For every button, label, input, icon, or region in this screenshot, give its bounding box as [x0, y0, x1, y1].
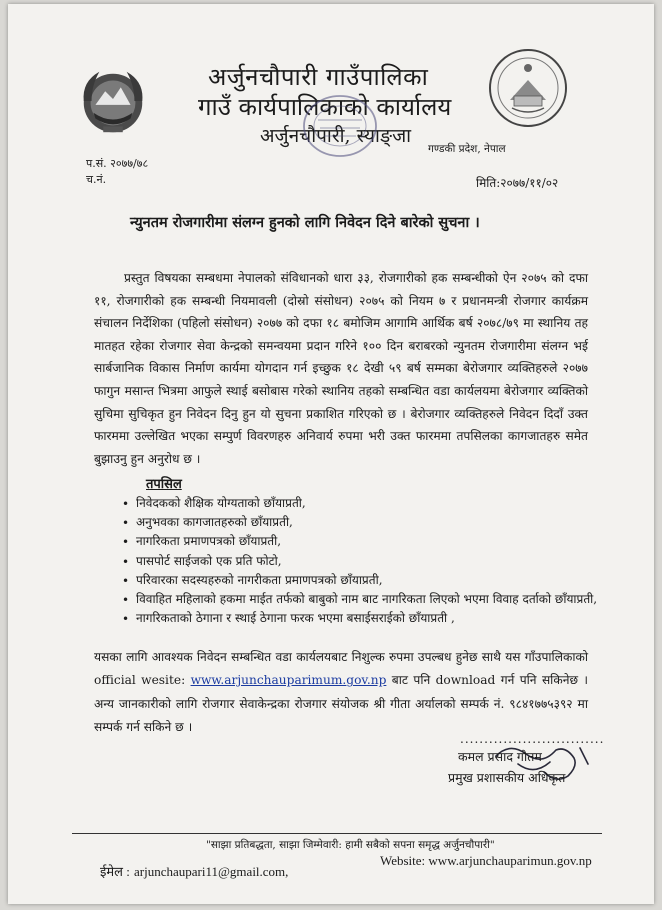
email-address[interactable]: arjunchaupari11@gmail.com,	[133, 864, 289, 879]
website-url[interactable]: www.arjunchauparimun.gov.np	[428, 853, 592, 868]
office-name: गाउँ कार्यपालिकाको कार्यालय	[198, 93, 452, 121]
province-label: गण्डकी प्रदेश, नेपाल	[428, 143, 506, 155]
org-name: अर्जुनचौपारी गाउँपालिका	[208, 63, 429, 91]
list-item: • अनुभवका कागजातहरुको छाँयाप्रती,	[122, 513, 602, 532]
notice-subject: न्युनतम रोजगारीमा संलग्न हुनको लागि निवेदन दिने बारेको सुचना ।	[130, 214, 480, 231]
notice-date: मिति:२०७७/११/०२	[476, 176, 559, 190]
list-item: • निवेदकको शैक्षिक योग्यताको छाँयाप्रती,	[122, 494, 602, 513]
footer-divider	[72, 833, 602, 834]
email-label: ईमेल :	[100, 864, 130, 879]
required-documents-list	[122, 494, 602, 628]
list-item: • परिवारका सदस्यहरुको नागरीकता प्रमाणपत्रको छाँयाप्रती,	[122, 571, 602, 590]
list-item: • विवाहित महिलाको हकमा माईत तर्फको बाबुको नाम बाट नागरिकता लिएको भएमा विवाह दर्ताको छाँयाप्रती,	[122, 590, 602, 609]
dispatch-number: च.नं.	[86, 173, 107, 186]
nepal-emblem-logo	[74, 62, 152, 140]
reference-block	[86, 156, 148, 188]
notice-body: प्रस्तुत विषयका सम्बधमा नेपालको संविधानको धारा ३३, रोजगारीको हक सम्बन्धीको ऐन २०७५ को दफा ११, रोजगारीको हक सम्बन्धी नियमावली (दोस्रो संसोधन) २०७५ को नियम ७ र प्रधानमन्त्री रोजगार कार्यक्रम संचालन निर्देशिका (पहिलो संसोधन) २०७७ को दफा १८ बमोजिम आगामि आर्थिक बर्ष २०७८/७९ मा स्थानिय तह मातहत रहेका रोजगार सेवा केन्द्रको समन्वयमा प्रदान गरिने १०० दिन बराबरको न्युनतम रोजगारीमा संलग्न भई सार्बजानिक विकास निर्माण कार्यमा योगदान गर्न इच्छुक १८ देखी ५९ बर्ष सम्मका बेरोजगार व्यक्तिहरुले २०७७ फागुन मसान्त भित्रमा आफुले स्थाई बसोबास गरेको स्थानिय तहको सम्बन्धित वडा कार्यलयमा बेरोजगार व्यक्तिको सुचिमा सुचिकृत हुन निवेदन दिनु हुन यो सुचना प्रकाशित गरिएको छ । बेरोजगार व्यक्तिहरुले निवेदन दिदाँ उक्त फारममा उल्लेखित भएका सम्पुर्ण विवरणहरु अनिवार्य रुपमा भरी उक्त फारममा तपसिलका कागजातहरु समेत बुझाउनु हुन अनुरोध छ ।	[94, 271, 588, 466]
list-item: • नागरिकता प्रमाणपत्रको छाँयाप्रती,	[122, 532, 602, 551]
closing-text-1: यसका लागि आवश्यक निवेदन सम्बन्धित वडा कार्यलयबाट निशुल्क रुपमा उपल्बध हुनेछ साथै यस गाँउपालिकाको official wesite:	[94, 650, 588, 688]
list-heading: तपसिल	[146, 477, 182, 492]
signatory-title: प्रमुख प्रशासकीय अधिकृत	[448, 770, 566, 785]
website-label: Website:	[380, 853, 426, 868]
footer-website	[380, 853, 592, 869]
website-link[interactable]: www.arjunchauparimum.gov.np	[190, 673, 387, 688]
footer-email	[100, 862, 288, 880]
signatory-name: कमल प्रसाद गौतम	[458, 749, 542, 764]
office-stamp	[300, 90, 380, 162]
footer-motto: "साझा प्रतिबद्धता, साझा जिम्मेवारी: हामी सबैको सपना समृद्ध अर्जुनचौपारी"	[206, 839, 495, 851]
list-item: • पासपोर्ट साईजको एक प्रति फोटो,	[122, 552, 602, 571]
signature-line: ..............................	[460, 732, 605, 746]
closing-paragraph	[94, 646, 588, 740]
closing-text-2: बाट पनि download गर्न पनि सकिनेछ । अन्य जानकारीको लागि रोजगार सेवाकेन्द्रका रोजगार संयोजक श्री गीता अर्यालको सम्पर्क नं. ९८४१७७५३९२ मा सम्पर्क गर्न सकिने छ ।	[94, 673, 589, 735]
notice-document	[8, 4, 654, 904]
office-address: अर्जुनचौपारी, स्याङ्जा	[260, 125, 412, 147]
municipality-logo	[486, 46, 570, 130]
list-item: • नागरिकताको ठेगाना र स्थाई ठेगाना फरक भएमा बसाईसराईको छाँयाप्रती ,	[122, 609, 602, 628]
reference-number: प.सं. २०७७/७८	[86, 157, 149, 170]
